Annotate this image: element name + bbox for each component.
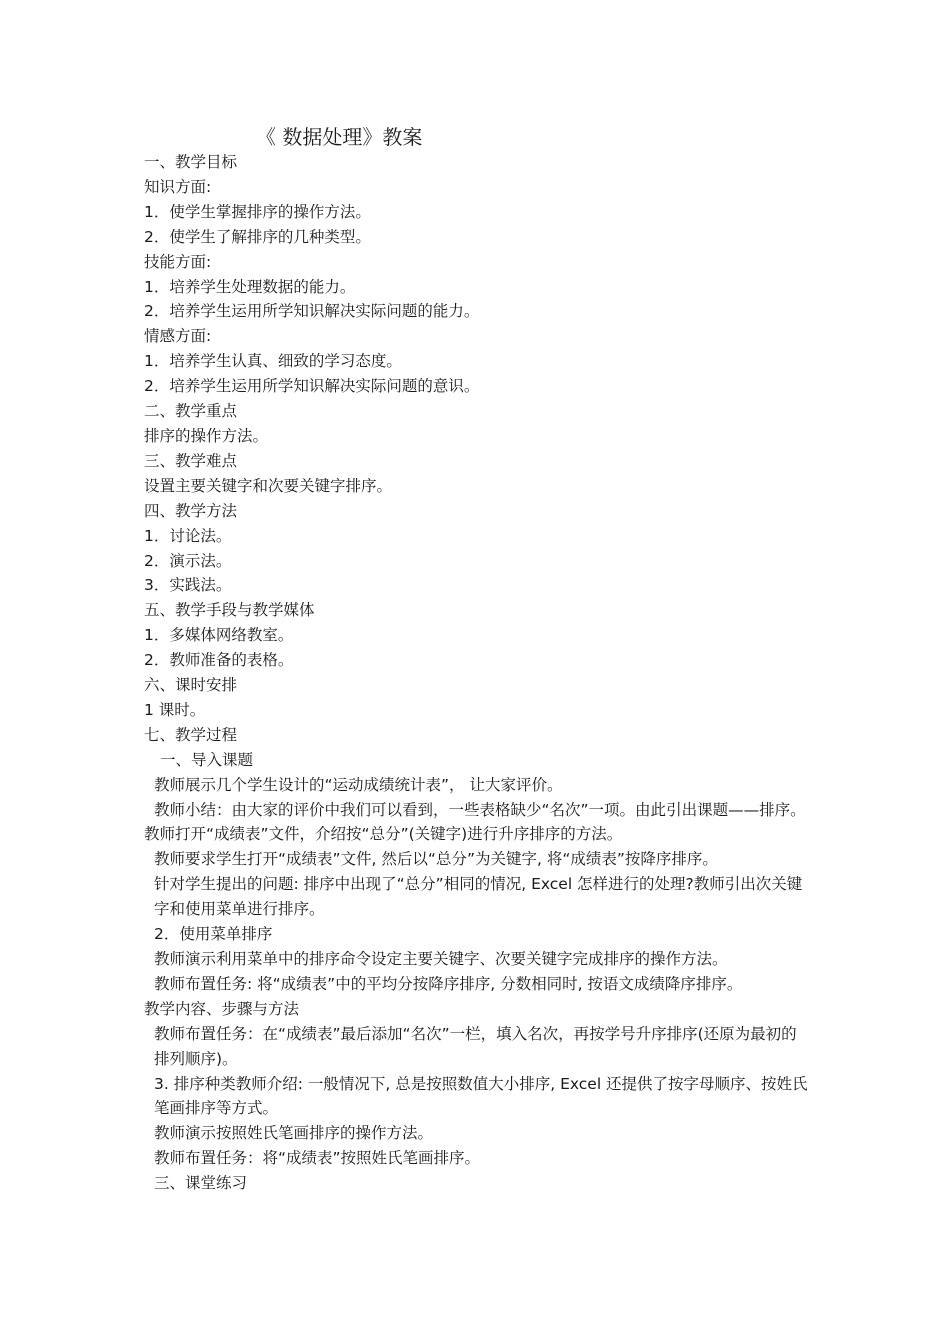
paragraph-line: 针对学生提出的问题: 排序中出现了“总分”相同的情况, Excel 怎样进行的处理?教师引出次关键字和使用菜单进行排序。	[154, 875, 803, 919]
paragraph-line: 2．使学生了解排序的几种类型。	[144, 227, 371, 246]
paragraph-line: 二、教学重点	[144, 402, 238, 421]
paragraph-line: 教学内容、步骤与方法	[144, 999, 300, 1018]
paragraph-line: 3．实践法。	[144, 576, 232, 595]
paragraph-line: 教师展示几个学生设计的“运动成绩统计表”， 让大家评价。	[154, 775, 563, 794]
paragraph-line: 设置主要关键字和次要关键字排序。	[144, 476, 393, 495]
paragraph-line: 教师打开“成绩表”文件，介绍按“总分”(关键字)进行升序排序的方法。	[144, 825, 623, 844]
paragraph-line: 2．演示法。	[144, 551, 232, 570]
paragraph-line: 五、教学手段与教学媒体	[144, 601, 315, 620]
paragraph-line: 三、教学难点	[144, 451, 238, 470]
paragraph-line: 四、教学方法	[144, 501, 238, 520]
paragraph-line: 知识方面:	[144, 177, 212, 196]
paragraph-line: 教师小结：由大家的评价中我们可以看到，一些表格缺少“名次”一项。由此引出课题——排序。	[154, 800, 806, 819]
paragraph-line: 2．培养学生运用所学知识解决实际问题的意识。	[144, 377, 480, 396]
paragraph-line: 一、导入课题	[160, 750, 254, 769]
paragraph-line: 1．培养学生认真、细致的学习态度。	[144, 352, 402, 371]
paragraph-line: 2．培养学生运用所学知识解决实际问题的能力。	[144, 302, 480, 321]
document-title: 《 数据处理》教案	[256, 125, 423, 149]
paragraph-line: 1．讨论法。	[144, 526, 232, 545]
paragraph-line: 教师要求学生打开“成绩表”文件, 然后以“总分”为关键字, 将“成绩表”按降序排序。	[154, 850, 718, 869]
paragraph-line: 2．使用菜单排序	[154, 925, 273, 944]
paragraph-line: 三、课堂练习	[154, 1174, 248, 1193]
paragraph-line: 教师演示利用菜单中的排序命令设定主要关键字、次要关键字完成排序的操作方法。	[154, 950, 728, 968]
paragraph-line: 2．教师准备的表格。	[144, 651, 294, 670]
paragraph-line: 教师布置任务：在“成绩表”最后添加“名次”一栏，填入名次，再按学号升序排序(还原为最初的排列顺序)。	[154, 1024, 797, 1068]
paragraph-line: 1．多媒体网络教室。	[144, 626, 294, 645]
paragraph-line: 3. 排序种类教师介绍: 一般情况下, 总是按照数值大小排序, Excel 还提供了按字母顺序、按姓氏笔画排序等方式。	[154, 1074, 808, 1118]
paragraph-line: 一、教学目标	[144, 153, 238, 171]
paragraph-line: 教师演示按照姓氏笔画排序的操作方法。	[154, 1124, 434, 1143]
paragraph-line: 1．使学生掌握排序的操作方法。	[144, 202, 371, 221]
paragraph-line: 七、教学过程	[144, 725, 238, 744]
paragraph-line: 教师布置任务: 将“成绩表”中的平均分按降序排序, 分数相同时, 按语文成绩降序排序。	[154, 974, 743, 993]
paragraph-line: 1 课时。	[144, 700, 206, 719]
paragraph-line: 排序的操作方法。	[144, 426, 269, 445]
paragraph-line: 1．培养学生处理数据的能力。	[144, 277, 356, 296]
paragraph-line: 六、课时安排	[144, 676, 238, 695]
paragraph-line: 情感方面:	[144, 327, 212, 346]
document-body	[144, 150, 808, 1196]
paragraph-line: 教师布置任务：将“成绩表”按照姓氏笔画排序。	[154, 1149, 481, 1168]
paragraph-line: 技能方面:	[144, 252, 212, 271]
